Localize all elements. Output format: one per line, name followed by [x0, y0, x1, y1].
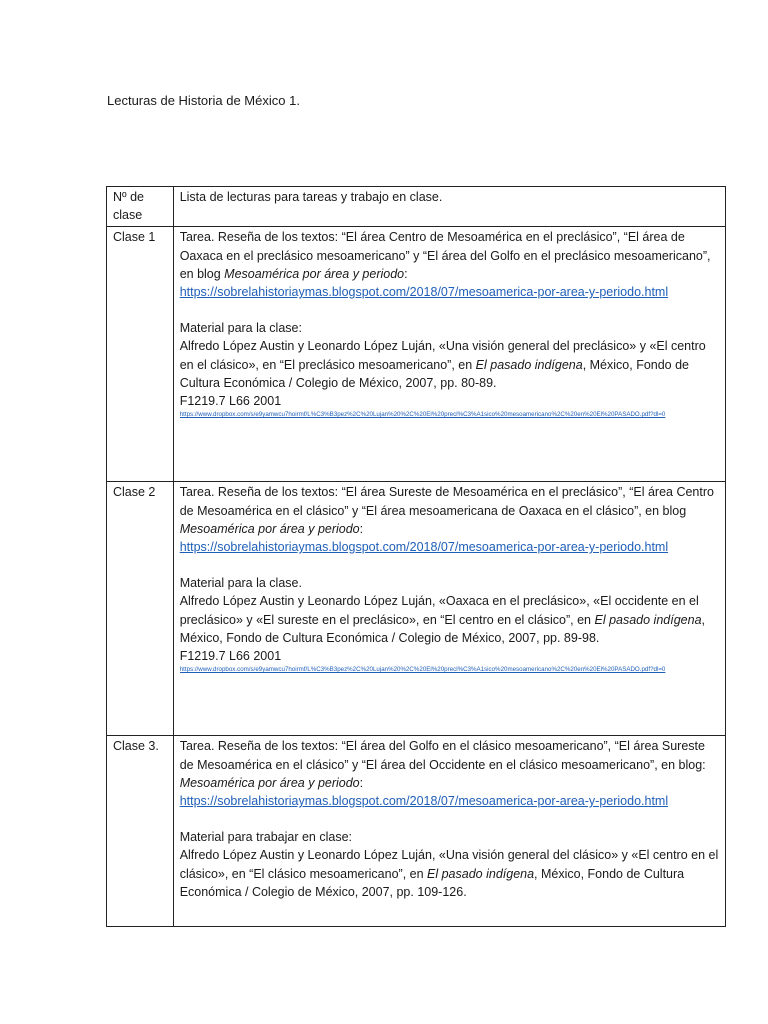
header-class-number: Nº de clase: [107, 187, 174, 227]
material-paragraph: Alfredo López Austin y Leonardo López Luján, «Oaxaca en el preclásico», «El occidente en el preclásico» y «El sureste en el preclásico», en “El centro en el clásico”, en El pasado indígena, México, Fondo de Cultura Económica / Colegio de México, 2007, pp. 89-98.: [179, 594, 705, 645]
book-title: El pasado indígena: [427, 866, 535, 881]
table-row: [107, 736, 726, 927]
homework-paragraph: Tarea. Reseña de los textos: “El área Sureste de Mesoamérica en el preclásico”, “El área Centro de Mesoamérica en el clásico” y “El área mesoamericana de Oaxaca en el clásico”, en blog Mesoamérica por área y periodo: https://sobrelahistoriaymas.blogspot.com/2018/07/mesoamerica-por-area-y-periodo.html: [179, 485, 714, 555]
book-title: El pasado indígena: [594, 612, 702, 627]
homework-paragraph: Tarea. Reseña de los textos: “El área del Golfo en el clásico mesoamericano”, “El área Sureste de Mesoamérica en el clásico” y “El área del Occidente en el clásico mesoamericano”, en blog: Mesoamérica por área y periodo: https://sobrelahistoriaymas.blogspot.com/2018/07/mesoamerica-por-area-y-periodo.html: [179, 739, 706, 809]
class-readings-cell: [173, 227, 725, 482]
class-number: Clase 1: [113, 230, 156, 245]
table-header-row: [107, 187, 726, 227]
material-paragraph: Alfredo López Austin y Leonardo López Luján, «Una visión general del preclásico» y «El centro en el clásico», en “El preclásico mesoamericano”, en El pasado indígena, México, Fondo de Cultura Económica / Colegio de México, 2007, pp. 80-89.: [179, 339, 706, 390]
table-row: [107, 227, 726, 482]
blog-name: Mesoamérica por área y periodo: [179, 775, 360, 790]
class-number-cell: [107, 482, 174, 736]
blog-name: Mesoamérica por área y periodo: [224, 266, 405, 281]
material-paragraph: Alfredo López Austin y Leonardo López Luján, «Una visión general del clásico» y «El centro en el clásico», en “El clásico mesoamericano”, en El pasado indígena, México, Fondo de Cultura Económica / Colegio de México, 2007, pp. 109-126.: [179, 848, 719, 899]
blog-name: Mesoamérica por área y periodo: [179, 521, 360, 536]
readings-table: [106, 186, 726, 927]
homework-paragraph: Tarea. Reseña de los textos: “El área Centro de Mesoamérica en el preclásico”, “El área de Oaxaca en el preclásico mesoamericano” y “El área del Golfo en el preclásico mesoamericano”, en blog Mesoamérica por área y periodo: https://sobrelahistoriaymas.blogspot.com/2018/07/mesoamerica-por-area-y-periodo.html: [179, 230, 711, 300]
blog-link[interactable]: https://sobrelahistoriaymas.blogspot.com/2018/07/mesoamerica-por-area-y-periodo.html: [179, 540, 669, 555]
material-heading: Material para la clase:: [179, 321, 302, 336]
class-readings-cell: [173, 736, 725, 927]
material-heading: Material para trabajar en clase:: [179, 830, 352, 845]
book-title: El pasado indígena: [475, 357, 583, 372]
call-number: F1219.7 L66 2001: [179, 394, 282, 409]
dropbox-link[interactable]: https://www.dropbox.com/s/e9yamwcu7hoirmf/L%C3%B3pez%2C%20Lujan%20%2C%20El%20precl%C3%A1sico%20mesoamericano%2C%20en%20El%20PASADO.pdf?dl=0: [179, 666, 666, 674]
class-number-cell: [107, 736, 174, 927]
class-number-cell: [107, 227, 174, 482]
blog-link[interactable]: https://sobrelahistoriaymas.blogspot.com/2018/07/mesoamerica-por-area-y-periodo.html: [179, 794, 669, 809]
call-number: F1219.7 L66 2001: [179, 649, 282, 664]
class-readings-cell: [173, 482, 725, 736]
header-readings-list: Lista de lecturas para tareas y trabajo en clase.: [173, 187, 725, 227]
class-number: Clase 3.: [113, 739, 159, 754]
class-number: Clase 2: [113, 485, 156, 500]
table-row: [107, 482, 726, 736]
dropbox-link[interactable]: https://www.dropbox.com/s/e9yamwcu7hoirmf/L%C3%B3pez%2C%20Lujan%20%2C%20El%20precl%C3%A1sico%20mesoamericano%2C%20en%20El%20PASADO.pdf?dl=0: [179, 411, 666, 419]
document-title: Lecturas de Historia de México 1.: [107, 93, 300, 108]
material-heading: Material para la clase.: [179, 576, 302, 591]
blog-link[interactable]: https://sobrelahistoriaymas.blogspot.com/2018/07/mesoamerica-por-area-y-periodo.html: [179, 285, 669, 300]
